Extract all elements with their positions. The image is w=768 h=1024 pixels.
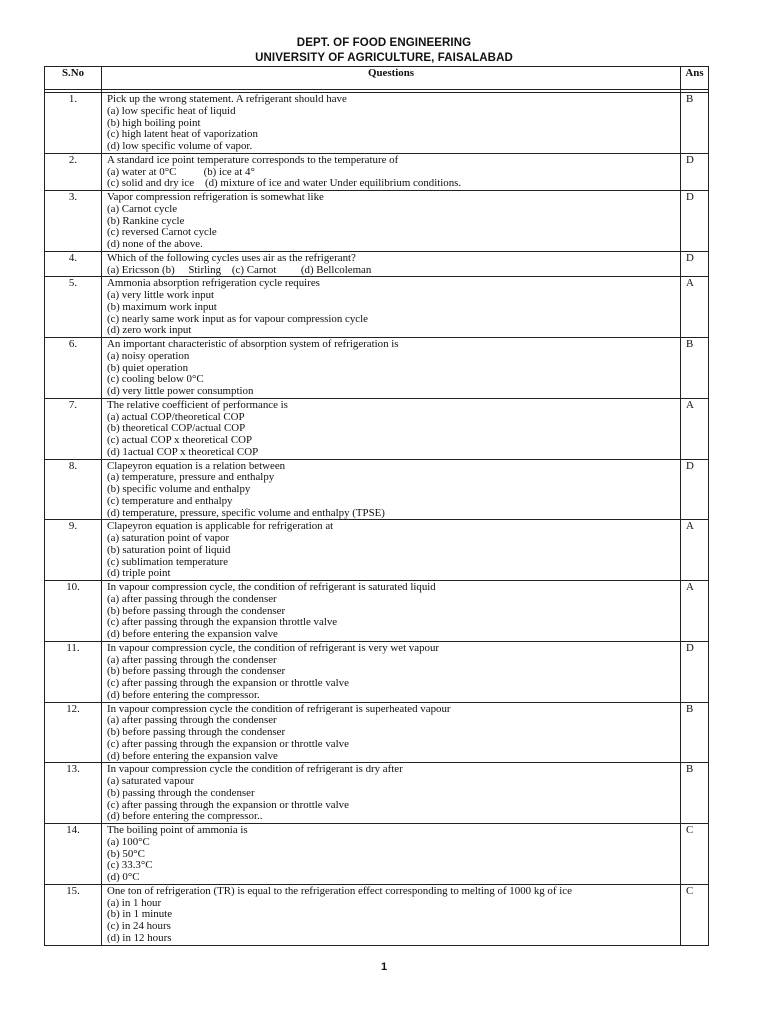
column-header-sno: S.No <box>45 67 102 90</box>
question-number: 2. <box>45 153 102 190</box>
option-text: (d) temperature, pressure, specific volume and enthalpy (TPSE) <box>107 506 385 519</box>
option-text: (b) 50°C <box>107 847 145 860</box>
question-cell <box>102 277 681 338</box>
question-number: 8. <box>45 459 102 520</box>
option-text: (c) high latent heat of vaporization <box>107 128 258 141</box>
option-text: (d) 0°C <box>107 871 140 883</box>
question-number: 6. <box>45 338 102 399</box>
question-text: In vapour compression cycle the condition of refrigerant is superheated vapour <box>107 702 451 715</box>
question-cell <box>102 459 681 520</box>
answer-cell: D <box>681 153 709 190</box>
option-text: (a) 100°C <box>107 835 150 848</box>
question-text: A standard ice point temperature corresponds to the temperature of <box>107 153 399 166</box>
question-text: In vapour compression cycle the condition of refrigerant is dry after <box>107 763 403 776</box>
question-cell <box>102 398 681 459</box>
option-text: (d) before entering the expansion valve <box>107 749 278 762</box>
question-number: 4. <box>45 251 102 277</box>
answer-cell: A <box>681 520 709 581</box>
option-text: (c) after passing through the expansion or throttle valve <box>107 737 349 750</box>
table-header-row <box>45 67 709 90</box>
question-text: Pick up the wrong statement. A refrigerant should have <box>107 93 347 105</box>
column-header-ans: Ans <box>681 67 709 90</box>
answer-cell: A <box>681 277 709 338</box>
option-text: (d) 1actual COP x theoretical COP <box>107 445 259 458</box>
option-text: (a) water at 0°C (b) ice at 4° <box>107 165 255 178</box>
department-heading: DEPT. OF FOOD ENGINEERING <box>296 37 472 49</box>
option-text: (c) in 24 hours <box>107 920 171 932</box>
question-number: 5. <box>45 277 102 338</box>
option-text: (a) after passing through the condenser <box>107 653 277 666</box>
option-text: (d) before entering the expansion valve <box>107 628 278 640</box>
question-row <box>45 520 709 581</box>
option-text: (b) before passing through the condenser <box>107 604 286 617</box>
option-text: (a) Carnot cycle <box>107 202 178 215</box>
question-text: In vapour compression cycle, the condition of refrigerant is saturated liquid <box>107 581 436 593</box>
question-cell <box>102 763 681 824</box>
option-text: (b) passing through the condenser <box>107 786 255 799</box>
option-text: (c) 33.3°C <box>107 859 153 872</box>
option-text: (c) reversed Carnot cycle <box>107 226 217 239</box>
question-text: An important characteristic of absorption system of refrigeration is <box>107 338 399 350</box>
option-text: (b) high boiling point <box>107 116 201 129</box>
question-number: 9. <box>45 520 102 581</box>
option-text: (d) none of the above. <box>107 238 203 250</box>
table-body <box>45 90 709 946</box>
option-text: (d) triple point <box>107 567 171 580</box>
question-row <box>45 763 709 824</box>
option-text: (d) before entering the compressor. <box>107 688 260 701</box>
answer-cell: C <box>681 884 709 945</box>
option-text: (b) before passing through the condenser <box>107 726 286 738</box>
option-text: (d) before entering the compressor.. <box>107 810 263 823</box>
answer-cell: A <box>681 398 709 459</box>
question-text: Clapeyron equation is applicable for refrigeration at <box>107 520 334 533</box>
page-number: 1 <box>380 961 388 973</box>
answer-cell: B <box>681 338 709 399</box>
option-text: (c) sublimation temperature <box>107 555 228 568</box>
question-text: Which of the following cycles uses air as the refrigerant? <box>107 251 356 264</box>
option-text: (b) Rankine cycle <box>107 214 185 227</box>
option-text: (c) temperature and enthalpy <box>107 494 233 507</box>
question-cell <box>102 581 681 642</box>
question-cell <box>102 884 681 945</box>
question-number: 13. <box>45 763 102 824</box>
answer-cell: D <box>681 459 709 520</box>
option-text: (a) saturated vapour <box>107 775 195 787</box>
question-text: Clapeyron equation is a relation between <box>107 459 286 472</box>
option-text: (a) saturation point of vapor <box>107 532 230 544</box>
option-text: (a) Ericsson (b) Stirling (c) Carnot (d) Bellcoleman <box>107 263 372 276</box>
question-cell <box>102 93 681 154</box>
option-text: (b) maximum work input <box>107 300 217 313</box>
question-row <box>45 459 709 520</box>
option-text: (a) low specific heat of liquid <box>107 104 236 117</box>
question-cell <box>102 153 681 190</box>
question-cell <box>102 338 681 399</box>
question-row <box>45 93 709 154</box>
answer-cell: D <box>681 641 709 702</box>
question-row <box>45 581 709 642</box>
answer-cell: D <box>681 191 709 252</box>
question-number: 1. <box>45 93 102 154</box>
question-number: 14. <box>45 824 102 885</box>
question-text: One ton of refrigeration (TR) is equal to the refrigeration effect corresponding to melting of 1000 kg of ice <box>107 884 572 897</box>
question-row <box>45 153 709 190</box>
option-text: (c) cooling below 0°C <box>107 373 204 386</box>
answer-cell: D <box>681 251 709 277</box>
option-text: (c) after passing through the expansion throttle valve <box>107 616 338 629</box>
question-text: Vapor compression refrigeration is somewhat like <box>107 191 324 203</box>
option-text: (d) very little power consumption <box>107 385 254 397</box>
question-text: The relative coefficient of performance is <box>107 398 288 411</box>
option-text: (c) nearly same work input as for vapour compression cycle <box>107 312 368 325</box>
mcq-table <box>44 66 709 946</box>
question-number: 11. <box>45 641 102 702</box>
option-text: (c) after passing through the expansion or throttle valve <box>107 677 349 689</box>
university-heading: UNIVERSITY OF AGRICULTURE, FAISALABAD <box>255 52 513 64</box>
question-row <box>45 398 709 459</box>
answer-cell: C <box>681 824 709 885</box>
question-row <box>45 884 709 945</box>
question-row <box>45 251 709 277</box>
question-row <box>45 824 709 885</box>
option-text: (a) in 1 hour <box>107 896 162 909</box>
answer-cell: A <box>681 581 709 642</box>
option-text: (a) after passing through the condenser <box>107 592 277 605</box>
option-text: (d) zero work input <box>107 324 192 337</box>
question-row <box>45 277 709 338</box>
option-text: (c) solid and dry ice (d) mixture of ice and water Under equilibrium conditions. <box>107 177 462 190</box>
column-header-questions: Questions <box>102 67 681 90</box>
answer-cell: B <box>681 93 709 154</box>
option-text: (b) theoretical COP/actual COP <box>107 422 246 435</box>
option-text: (a) temperature, pressure and enthalpy <box>107 471 275 484</box>
option-text: (b) quiet operation <box>107 361 189 374</box>
option-text: (b) in 1 minute <box>107 908 173 921</box>
question-number: 10. <box>45 581 102 642</box>
question-row <box>45 702 709 763</box>
option-text: (b) saturation point of liquid <box>107 543 231 556</box>
option-text: (b) specific volume and enthalpy <box>107 483 251 495</box>
question-cell <box>102 641 681 702</box>
option-text: (a) after passing through the condenser <box>107 714 277 727</box>
question-cell <box>102 824 681 885</box>
question-row <box>45 641 709 702</box>
answer-cell: B <box>681 763 709 824</box>
question-number: 3. <box>45 191 102 252</box>
question-text: Ammonia absorption refrigeration cycle requires <box>107 277 320 290</box>
option-text: (d) in 12 hours <box>107 931 172 944</box>
question-cell <box>102 520 681 581</box>
question-cell <box>102 191 681 252</box>
option-text: (a) noisy operation <box>107 349 190 362</box>
option-text: (c) actual COP x theoretical COP <box>107 434 253 446</box>
question-text: In vapour compression cycle, the condition of refrigerant is very wet vapour <box>107 641 440 654</box>
option-text: (c) after passing through the expansion or throttle valve <box>107 798 349 811</box>
option-text: (a) very little work input <box>107 289 215 301</box>
question-cell <box>102 251 681 277</box>
question-number: 12. <box>45 702 102 763</box>
option-text: (b) before passing through the condenser <box>107 665 286 678</box>
question-number: 7. <box>45 398 102 459</box>
answer-cell: B <box>681 702 709 763</box>
question-text: The boiling point of ammonia is <box>107 824 248 836</box>
option-text: (a) actual COP/theoretical COP <box>107 410 245 423</box>
question-row <box>45 191 709 252</box>
question-number: 15. <box>45 884 102 945</box>
option-text: (d) low specific volume of vapor. <box>107 140 253 152</box>
question-cell <box>102 702 681 763</box>
question-row <box>45 338 709 399</box>
